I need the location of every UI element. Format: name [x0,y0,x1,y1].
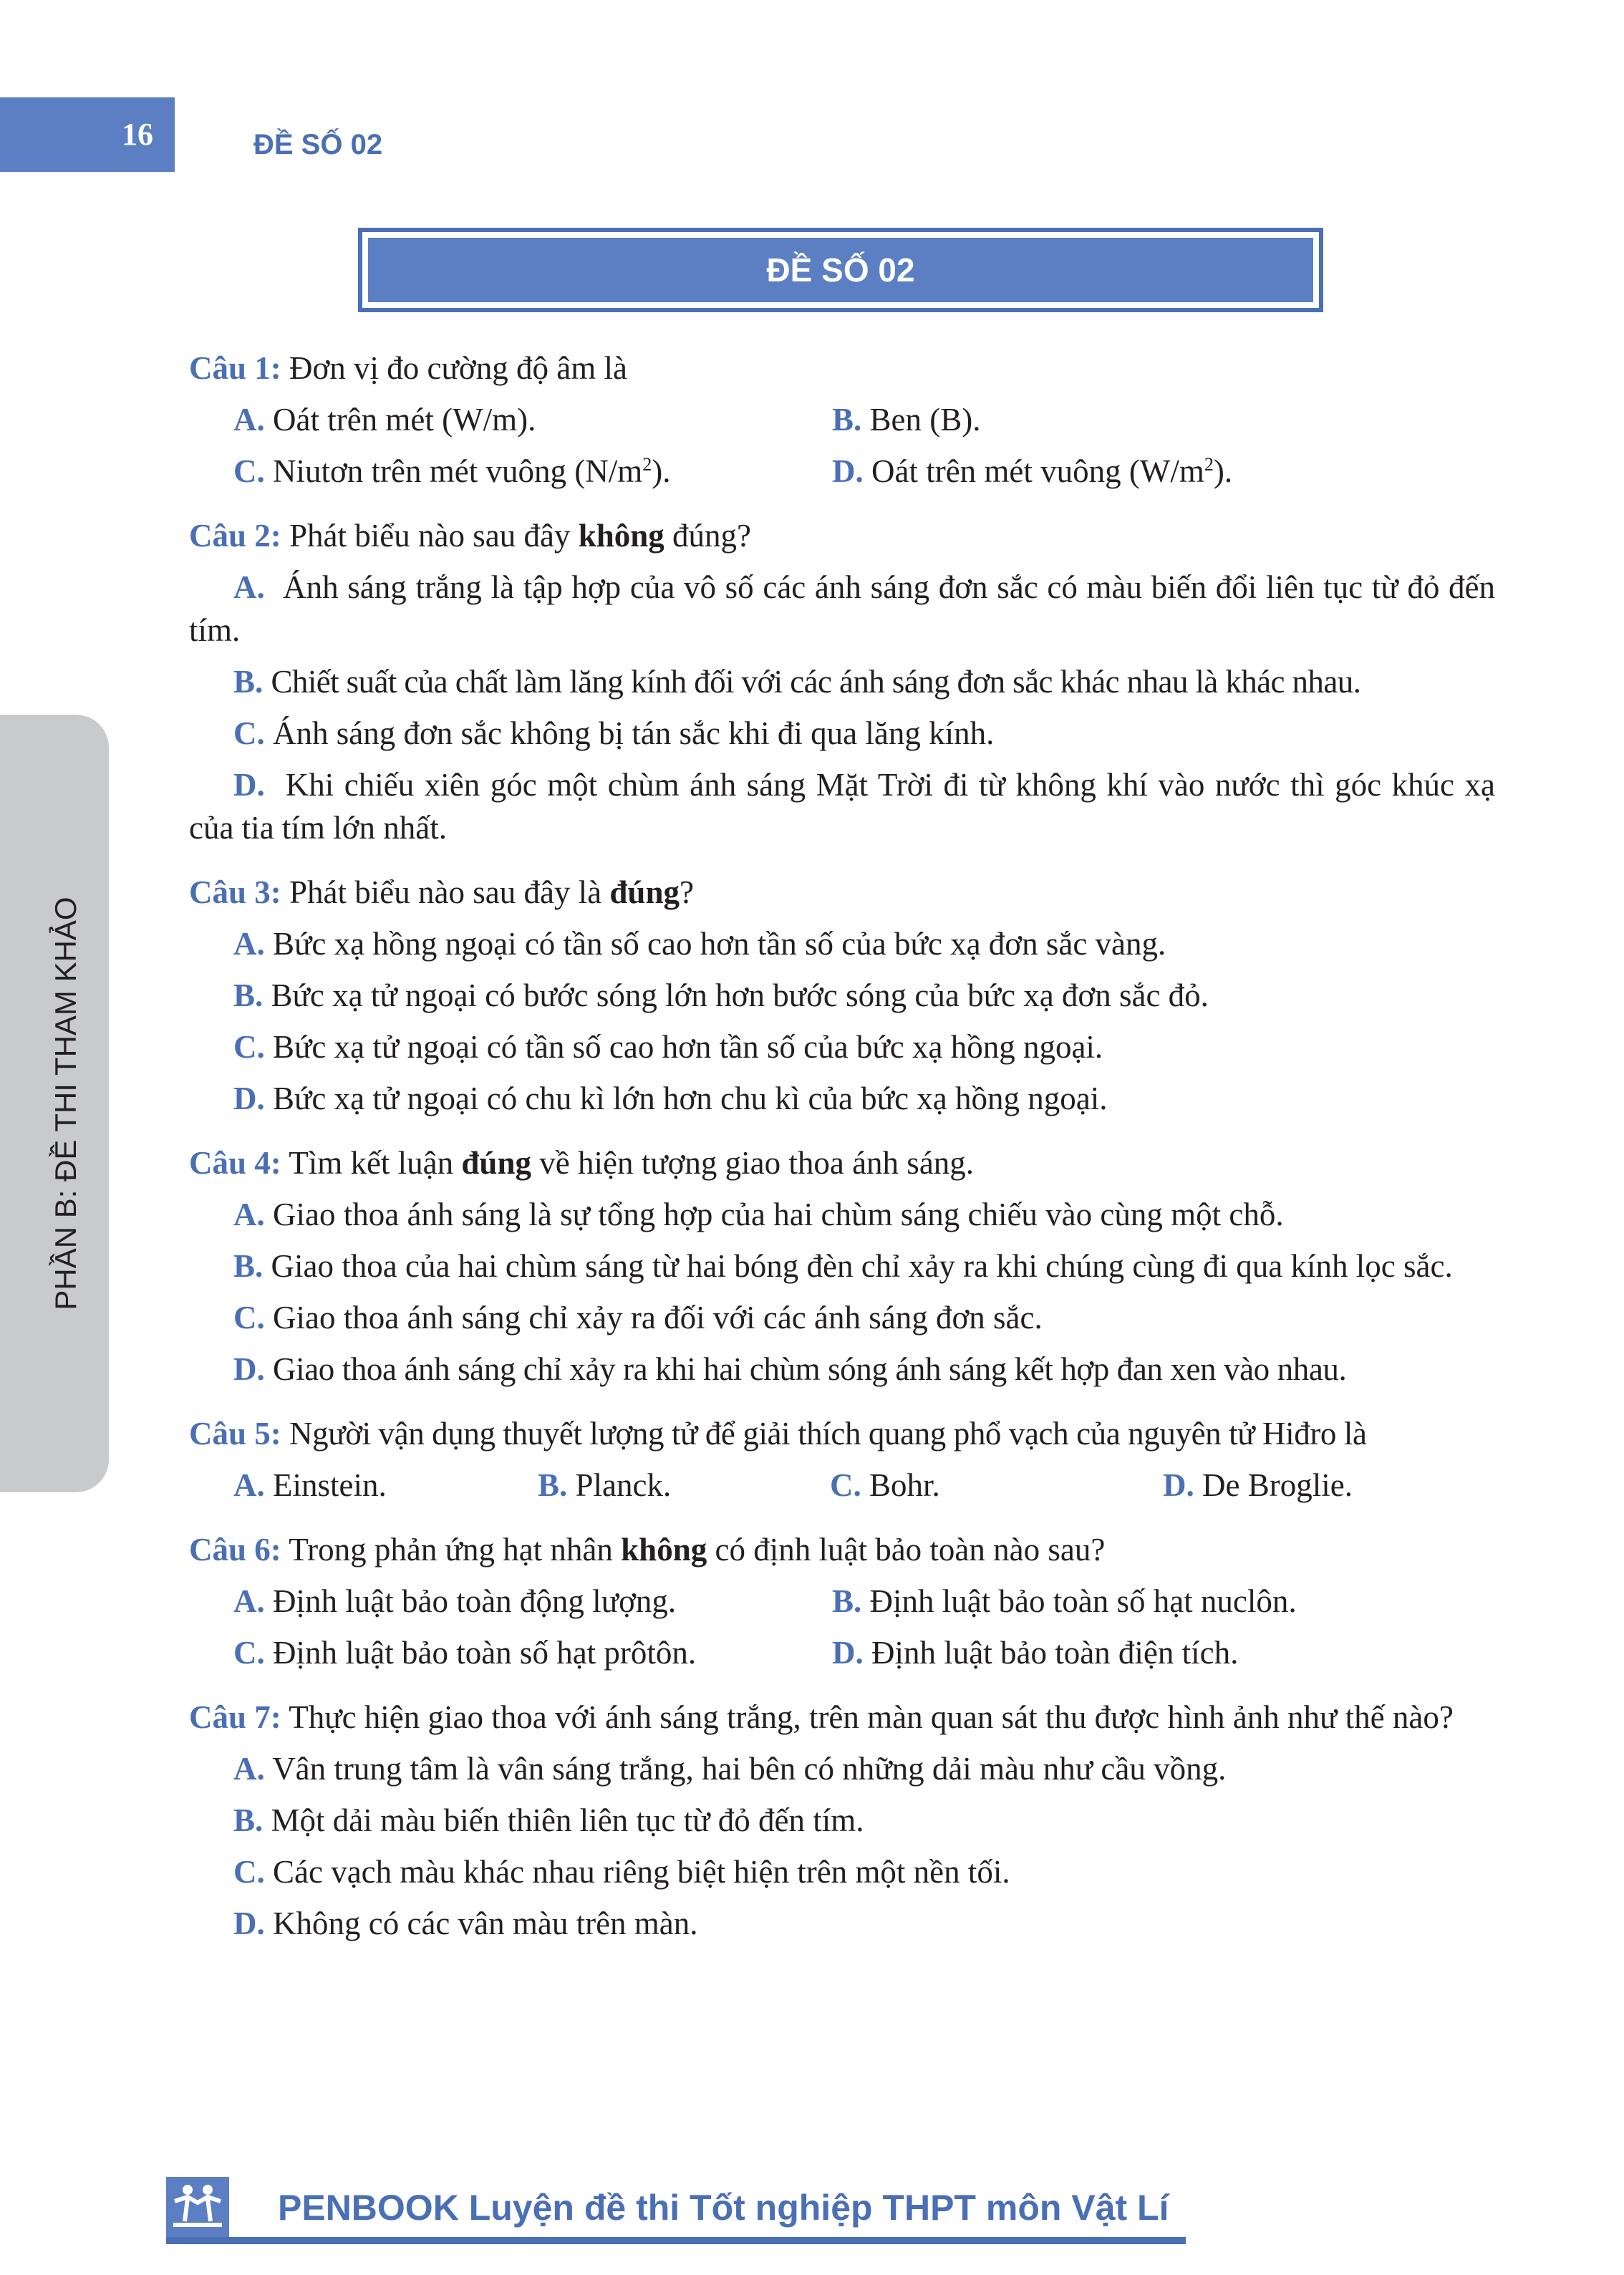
option-text: Giao thoa ánh sáng chỉ xảy ra khi hai chùm sóng ánh sáng kết hợp đan xen vào nhau. [273,1351,1347,1387]
option-key: A. [233,1751,265,1787]
option-text: Giao thoa ánh sáng chỉ xảy ra đối với các ánh sáng đơn sắc. [273,1300,1043,1335]
question-text: Trong phản ứng hạt nhân [289,1532,613,1568]
question-list [189,342,1495,1949]
question-text: Phát biểu nào sau đây là [289,874,602,910]
question-label: Câu 5: [189,1416,281,1452]
option-key: A. [233,402,265,438]
option-text: Giao thoa ánh sáng là sự tổng hợp của hai chùm sáng chiếu vào cùng một chỗ. [273,1197,1284,1232]
question-label: Câu 1: [189,350,281,386]
question-4 [189,1137,1495,1189]
question-5 [189,1408,1495,1459]
option-text: De Broglie. [1202,1467,1353,1503]
option-b [189,1795,1495,1846]
question-text-tail: đúng? [672,518,752,554]
option-c [233,1627,832,1679]
question-text-tail: về hiện tượng giao thoa ánh sáng. [539,1145,975,1181]
option-text: Giao thoa của hai chùm sáng từ hai bóng đèn chỉ xảy ra khi chúng cùng đi qua kính lọc sắc. [271,1248,1453,1284]
option-d [189,1898,1495,1949]
option-text: Planck. [575,1467,672,1503]
option-key: A. [233,1467,265,1503]
option-text: Ánh sáng đơn sắc không bị tán sắc khi đi qua lăng kính. [273,715,995,751]
option-key: D. [233,1906,265,1941]
option-key: C. [233,715,265,751]
option-b [189,1240,1495,1292]
options-row [189,1627,1495,1679]
option-a [233,394,832,445]
option-key: B. [832,402,862,438]
question-label: Câu 3: [189,874,281,910]
options-row [189,445,1495,497]
option-b [538,1459,830,1511]
question-emphasis: đúng [609,874,680,910]
side-tab-label: PHẦN B: ĐỀ THI THAM KHẢO [49,897,82,1310]
question-2 [189,510,1495,561]
question-label: Câu 7: [189,1699,281,1735]
option-c [830,1459,1163,1511]
option-key: C. [233,453,265,489]
option-text: Bức xạ tử ngoại có bước sóng lớn hơn bước sóng của bức xạ đơn sắc đỏ. [271,977,1209,1013]
option-c [189,1021,1495,1073]
option-text: Oát trên mét vuông (W/m [871,453,1204,489]
page-number: 16 [122,117,153,152]
question-label: Câu 6: [189,1532,281,1568]
option-key: C. [233,1635,265,1671]
question-emphasis: không [621,1532,707,1568]
question-6 [189,1524,1495,1575]
option-d [189,1073,1495,1124]
option-d [832,445,1431,497]
option-key: D. [832,1635,864,1671]
option-text: Khi chiếu xiên góc một chùm ánh sáng Mặt Trời đi từ không khí vào nước thì góc khúc xạ của tia tím lớn nhất. [189,767,1496,846]
option-text: Bohr. [869,1467,940,1503]
option-d [189,759,1495,854]
option-key: B. [233,977,264,1013]
option-key: D. [1163,1467,1194,1503]
option-key: B. [538,1467,568,1503]
option-b [832,1575,1431,1627]
option-text: Ánh sáng trắng là tập hợp của vô số các ánh sáng đơn sắc có màu biến đổi liên tục từ đỏ đến tím. [189,569,1496,648]
option-text: Định luật bảo toàn động lượng. [273,1583,677,1619]
option-b [189,656,1495,707]
option-key: D. [233,1081,265,1116]
question-text: Phát biểu nào sau đây [289,518,571,554]
option-key: C. [233,1300,265,1335]
option-c [189,1846,1495,1898]
question-text: Tìm kết luận [289,1145,454,1181]
option-key: C. [233,1029,265,1065]
option-b [832,394,1431,445]
option-d [832,1627,1431,1679]
footer-rule [166,2237,1186,2244]
option-key: D. [233,767,265,803]
option-text: Các vạch màu khác nhau riêng biệt hiện trên một nền tối. [273,1854,1010,1890]
question-text: Đơn vị đo cường độ âm là [289,350,627,386]
option-text: Einstein. [273,1467,387,1503]
option-key: C. [830,1467,861,1503]
option-a [233,1459,538,1511]
question-label: Câu 4: [189,1145,281,1181]
option-text: Một dải màu biến thiên liên tục từ đỏ đến tím. [271,1802,864,1838]
option-text: Không có các vân màu trên màn. [273,1906,698,1941]
question-text-tail: có định luật bảo toàn nào sau? [715,1532,1106,1568]
option-key: B. [233,1248,264,1284]
option-key: A. [233,1197,265,1232]
question-text: Người vận dụng thuyết lượng tử để giải thích quang phổ vạch của nguyên tử Hiđro là [289,1416,1367,1452]
superscript: 2 [642,454,652,475]
option-key: B. [233,1802,264,1838]
option-c [189,1292,1495,1343]
option-d [1163,1459,1353,1511]
question-1 [189,342,1495,394]
option-key: A. [233,926,265,962]
option-text: Định luật bảo toàn điện tích. [871,1635,1239,1671]
option-key: C. [233,1854,265,1890]
options-row [189,1575,1495,1627]
option-key: D. [832,453,864,489]
option-b [189,970,1495,1021]
option-text-tail: ). [1213,453,1233,489]
option-key: B. [832,1583,862,1619]
option-text: Niutơn trên mét vuông (N/m [273,453,643,489]
question-7 [189,1691,1495,1743]
option-text: Vân trung tâm là vân sáng trắng, hai bên có những dải màu như cầu vồng. [272,1751,1227,1787]
option-a [189,1743,1495,1795]
option-text: Định luật bảo toàn số hạt prôtôn. [273,1635,697,1671]
option-d [189,1343,1495,1395]
footer-title: PENBOOK Luyện đề thi Tốt nghiệp THPT môn Vật Lí [278,2188,1169,2228]
options-row [189,1459,1495,1511]
option-text: Bức xạ tử ngoại có chu kì lớn hơn chu kì của bức xạ hồng ngoại. [273,1081,1108,1116]
option-text: Bức xạ tử ngoại có tần số cao hơn tần số của bức xạ hồng ngoại. [273,1029,1103,1065]
question-text-tail: ? [680,874,694,910]
header-title: ĐỀ SỐ 02 [253,129,383,160]
option-text: Bức xạ hồng ngoại có tần số cao hơn tần số của bức xạ đơn sắc vàng. [273,926,1166,962]
superscript: 2 [1204,454,1214,475]
question-label: Câu 2: [189,518,281,554]
option-c [233,445,832,497]
exam-title: ĐỀ SỐ 02 [368,238,1313,302]
option-text: Ben (B). [869,402,981,438]
option-key: A. [233,569,265,605]
option-key: B. [233,664,264,700]
question-text: Thực hiện giao thoa với ánh sáng trắng, trên màn quan sát thu được hình ảnh như thế nào? [289,1699,1454,1735]
exam-title-box [358,228,1323,312]
option-a [233,1575,832,1627]
option-text: Chiết suất của chất làm lăng kính đối với các ánh sáng đơn sắc khác nhau là khác nhau. [271,664,1361,700]
option-key: D. [233,1351,265,1387]
option-text: Định luật bảo toàn số hạt nuclôn. [869,1583,1297,1619]
penbook-logo-icon [166,2177,229,2237]
question-3 [189,866,1495,918]
option-a [189,1189,1495,1240]
option-c [189,707,1495,759]
question-emphasis: không [578,518,664,554]
option-a [189,561,1495,656]
option-a [189,918,1495,970]
option-key: A. [233,1583,265,1619]
option-text-tail: ). [652,453,671,489]
option-text: Oát trên mét (W/m). [273,402,536,438]
question-emphasis: đúng [461,1145,531,1181]
options-row [189,394,1495,445]
